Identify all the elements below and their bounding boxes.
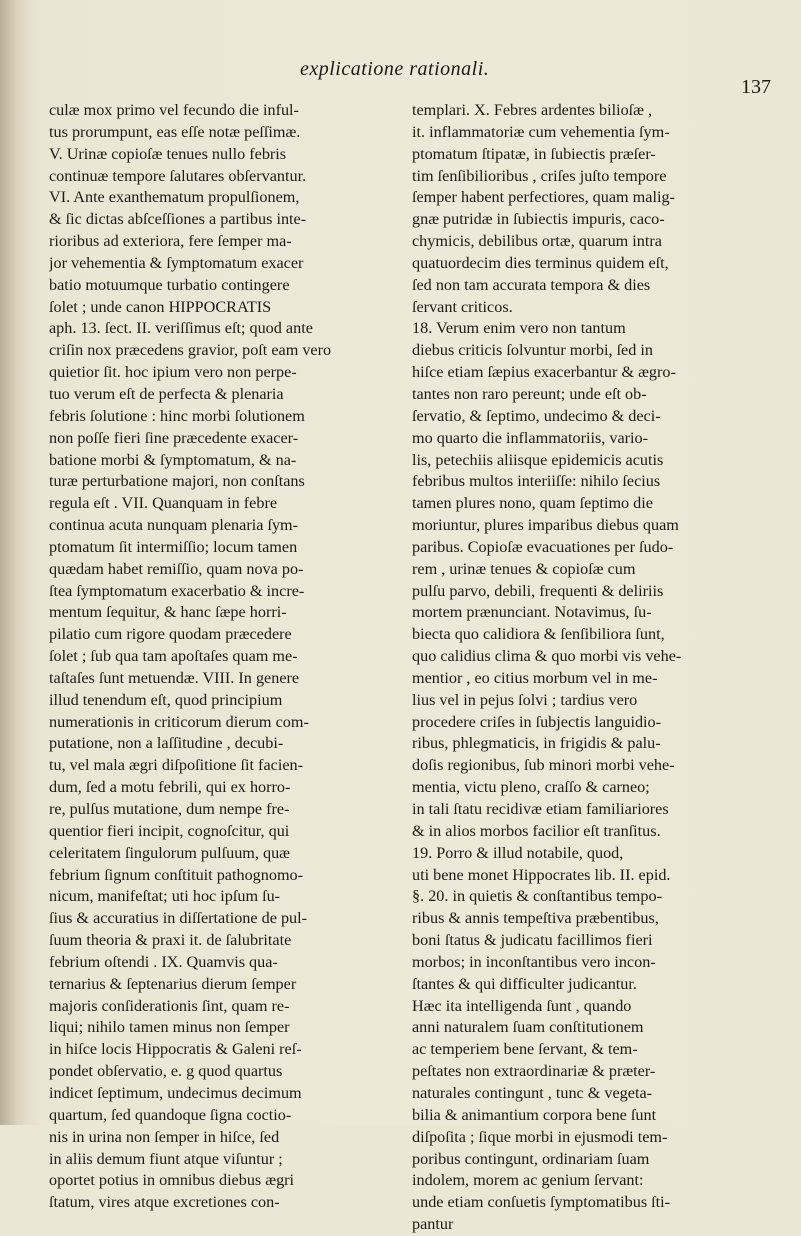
right-column-line: ſemper habent perfectiores, quam malig-	[412, 188, 675, 207]
right-column-line: tim ſenſibilioribus , criſes juſto tempore	[412, 166, 667, 185]
right-column-line: peſtates non extraordinariæ & præter-	[412, 1062, 656, 1081]
left-text-column	[49, 100, 392, 1214]
right-column-line: in tali ſtatu recidivæ etiam familiariores	[412, 800, 669, 818]
left-column-line: quædam habet remiſſio, quam nova po-	[49, 559, 304, 578]
left-column-line: quentior fieri incipit, cognoſcitur, qui	[49, 821, 290, 840]
right-column-line: & in alios morbos facilior eſt tranſitus.	[412, 821, 661, 840]
right-column-line: mo quarto die inflammatoriis, vario-	[412, 428, 649, 447]
right-column-line: diebus criticis ſolvuntur morbi, ſed in	[412, 341, 653, 360]
right-column-line: mortem prænunciant. Notavimus, ſu-	[412, 603, 652, 622]
left-column-line: turæ perturbatione majori, non conſtans	[49, 472, 305, 491]
left-column-line: liqui; nihilo tamen minus non ſemper	[49, 1018, 290, 1037]
right-column-line: boni ſtatus & judicatu facillimos fieri	[412, 931, 653, 950]
right-column-line: tamen plures nono, quam ſeptimo die	[412, 494, 653, 513]
left-column-line: tuo verum eſt de perfecta & plenaria	[49, 384, 284, 403]
right-column-line: biecta quo calidiora & ſenſibiliora ſunt,	[412, 625, 665, 644]
page-number: 137	[741, 76, 771, 98]
left-column-line: taſtaſes ſunt metuendæ. VIII. In genere	[49, 668, 300, 687]
left-column-line: regula eſt . VII. Quanquam in febre	[49, 494, 278, 513]
left-column-line: VI. Ante exanthematum propulſionem,	[49, 188, 300, 207]
right-column-line: ſervatio, & ſeptimo, undecimo & deci-	[412, 406, 661, 425]
right-column-line: hiſce etiam ſæpius exacerbantur & ægro-	[412, 363, 676, 382]
left-column-line: continua acuta nunquam plenaria ſym-	[49, 516, 299, 535]
right-column-line: unde etiam conſuetis ſymptomatibus ſti-	[412, 1193, 671, 1212]
left-column-line: tus prorumpunt, eas eſſe notæ peſſimæ.	[49, 122, 301, 141]
right-column-line: paribus. Copioſæ evacuationes per ſudo-	[412, 537, 674, 556]
right-column-line: poribus contingunt, ordinariam ſuam	[412, 1149, 650, 1168]
left-column-line: batio motuumque turbatio contingere	[49, 275, 290, 294]
right-column-line: mentia, victu pleno, craſſo & carneo;	[412, 778, 650, 797]
left-column-line: putatione, non a laſſitudine , decubi-	[49, 734, 284, 753]
left-column-line: numerationis in criticorum dierum com-	[49, 712, 309, 731]
right-column-line: ſtantes & qui difficulter judicantur.	[412, 974, 637, 993]
right-column-line: mentior , eo citius morbum vel in me-	[412, 668, 658, 687]
left-column-line: ptomatum ſit intermiſſio; locum tamen	[49, 537, 298, 556]
left-column-line: ſtatum, vires atque excretiones con-	[49, 1193, 280, 1212]
right-column-line: lis, petechiis aliisque epidemicis acutis	[412, 450, 664, 469]
right-column-line: ac temperiem bene ſervant, & tem-	[412, 1040, 638, 1059]
right-column-line: naturales contingunt , tunc & vegeta-	[412, 1083, 653, 1102]
left-column-line: pilatio cum rigore quodam præcedere	[49, 625, 292, 644]
right-text-column	[412, 100, 758, 1236]
left-column-line: ſuum theoria & praxi it. de ſalubritate	[49, 931, 292, 950]
right-column-line: chymicis, debilibus ortæ, quarum intra	[412, 232, 662, 251]
left-column-line: ſolet ; unde canon HIPPOCRATIS	[49, 297, 272, 316]
left-column-line: rioribus ad exteriora, fere ſemper ma-	[49, 232, 292, 251]
right-column-line: morbos; in inconſtantibus vero incon-	[412, 952, 656, 971]
right-column-line: quo calidius clima & quo morbi vis vehe-	[412, 647, 682, 666]
left-column-line: quietior ſit. hoc ipium vero non perpe-	[49, 363, 297, 382]
left-column-line: dum, ſed a motu febrili, qui ex horro-	[49, 778, 291, 797]
right-column-line: pantur	[412, 1215, 454, 1234]
right-column-line: Hæc ita intelligenda ſunt , quando	[412, 996, 632, 1015]
left-column-line: oportet potius in omnibus diebus ægri	[49, 1171, 295, 1190]
right-column-line: tantes non raro pereunt; unde eſt ob-	[412, 384, 647, 403]
right-column-line: indolem, morem ac genium ſervant:	[412, 1171, 644, 1190]
right-column-line: diſpoſita ; ſique morbi in ejusmodi tem-	[412, 1127, 668, 1146]
running-head: explicatione rationali.	[300, 58, 490, 80]
right-column-line: lius vel in pejus ſolvi ; tardius vero	[412, 690, 638, 709]
right-column-line: templari. X. Febres ardentes bilioſæ ,	[412, 101, 653, 119]
right-column-line: ribus & annis tempeſtiva præbentibus,	[412, 909, 659, 928]
right-column-line: doſis regionibus, ſub minori morbi vehe-	[412, 756, 675, 775]
right-column-line: ptomatum ſtipatæ, in ſubiectis præſer-	[412, 144, 656, 163]
right-column-line: §. 20. in quietis & conſtantibus tempo-	[412, 887, 662, 906]
left-column-line: jor vehementia & ſymptomatum exacer	[49, 253, 304, 272]
right-column-line: febribus multos interiiſſe: nihilo ſecius	[412, 472, 661, 491]
right-column-line: moriuntur, plures imparibus diebus quam	[412, 516, 679, 535]
right-column-line: procedere criſes in ſubjectis languidio-	[412, 712, 662, 731]
left-column-line: continuæ tempore ſalutares obſervantur.	[49, 166, 307, 185]
left-column-line: ſtea ſymptomatum exacerbatio & incre-	[49, 581, 305, 600]
right-column-line: ſervant criticos.	[412, 297, 513, 316]
binding-gutter-shadow	[0, 0, 30, 1125]
left-column-line: febris ſolutione : hinc morbi ſolutionem	[49, 406, 305, 425]
left-column-line: celeritatem ſingulorum pulſuum, quæ	[49, 843, 290, 862]
left-column-line: nicum, manifeſtat; uti hoc ipſum ſu-	[49, 887, 281, 906]
left-column-line: ternarius & ſeptenarius dierum ſemper	[49, 974, 297, 993]
left-column-line: non poſſe fieri ſine præcedente exacer-	[49, 428, 299, 447]
left-column-line: re, pulſus mutatione, dum nempe fre-	[49, 800, 290, 818]
left-column-line: batione morbi & ſymptomatum, & na-	[49, 450, 297, 469]
left-column-line: pondet obſervatio, e. g quod quartus	[49, 1062, 283, 1081]
right-column-line: uti bene monet Hippocrates lib. II. epid.	[412, 865, 671, 884]
left-column-line: nis in urina non ſemper in hiſce, ſed	[49, 1127, 280, 1146]
right-column-line: rem , urinæ tenues & copioſæ cum	[412, 559, 636, 578]
left-column-line: criſin nox præcedens gravior, poſt eam vero	[49, 341, 332, 360]
left-column-line: indicet ſeptimum, undecimus decimum	[49, 1083, 302, 1102]
right-column-line: 19. Porro & illud notabile, quod,	[412, 843, 624, 862]
right-column-line: it. inflammatoriæ cum vehementia ſym-	[412, 122, 670, 141]
left-column-line: quartum, ſed quandoque ſigna coctio-	[49, 1105, 292, 1124]
left-column-line: febrium oſtendi . IX. Quamvis qua-	[49, 952, 278, 971]
right-column-line: gnæ putridæ in ſubiectis impuris, caco-	[412, 210, 665, 229]
left-column-line: in aliis demum fiunt atque viſuntur ;	[49, 1149, 283, 1168]
left-column-line: V. Urinæ copioſæ tenues nullo febris	[49, 144, 287, 163]
left-column-line: ſolet ; ſub qua tam apoſtaſes quam me-	[49, 647, 298, 666]
right-column-line: pulſu parvo, debili, frequenti & deliriis	[412, 581, 664, 600]
left-column-line: in hiſce locis Hippocratis & Galeni reſ-	[49, 1040, 302, 1059]
right-column-line: ribus, phlegmaticis, in frigidis & palu-	[412, 734, 661, 753]
right-column-line: bilia & animantium corpora bene ſunt	[412, 1105, 657, 1124]
left-column-line: febrium ſignum conſtituit pathognomo-	[49, 865, 304, 884]
left-column-line: aph. 13. ſect. II. veriſſimus eſt; quod ante	[49, 319, 313, 338]
right-column-line: quatuordecim dies terminus quidem eſt,	[412, 253, 669, 272]
left-column-line: tu, vel mala ægri diſpoſitione ſit facien-	[49, 756, 303, 775]
left-column-line: majoris conſiderationis ſint, quam re-	[49, 996, 290, 1015]
left-column-line: illud tenendum eſt, quod principium	[49, 690, 283, 709]
left-column-line: ſius & accuratius in diſſertatione de pul-	[49, 909, 308, 928]
left-column-line: culæ mox primo vel fecundo die inful-	[49, 101, 299, 119]
left-column-line: & ſic dictas abſceſſiones a partibus inte-	[49, 210, 307, 229]
right-column-line: anni naturalem ſuam conſtitutionem	[412, 1018, 644, 1037]
right-column-line: 18. Verum enim vero non tantum	[412, 319, 626, 338]
left-column-line: mentum ſequitur, & hanc ſæpe horri-	[49, 603, 287, 622]
right-column-line: ſed non tam accurata tempora & dies	[412, 275, 651, 294]
